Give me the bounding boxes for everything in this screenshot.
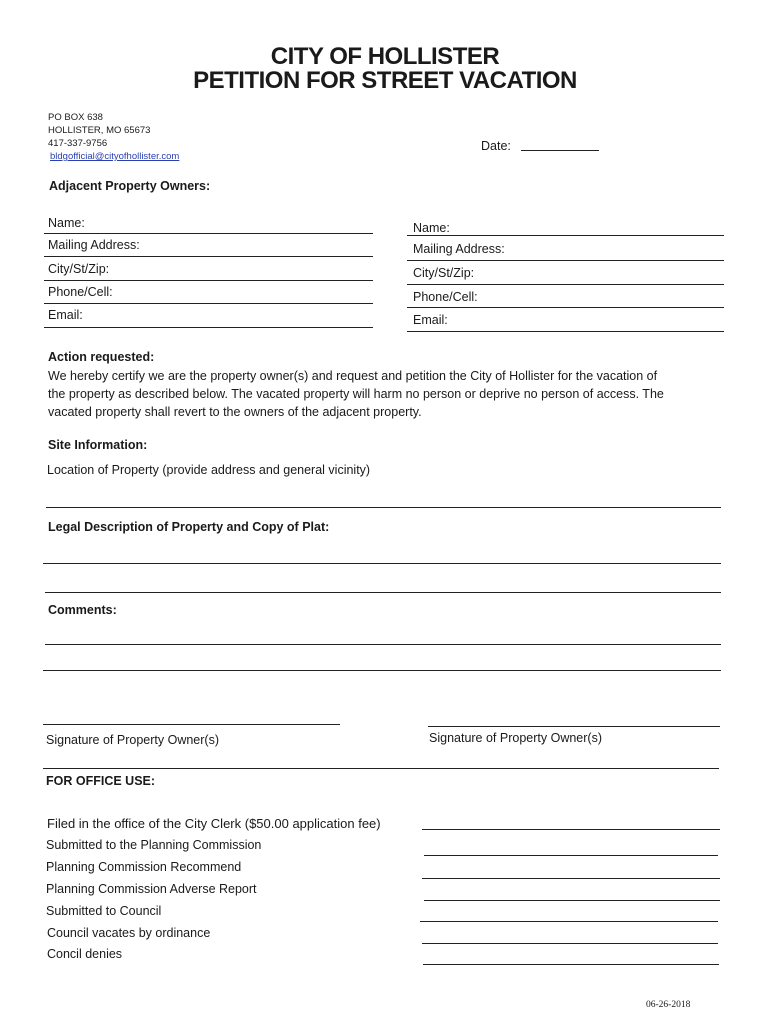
right-name-field[interactable] <box>407 235 724 236</box>
footer-date: 06-26-2018 <box>646 1000 691 1010</box>
office-heading: FOR OFFICE USE: <box>46 774 156 788</box>
legal-field-line1[interactable] <box>43 563 721 564</box>
form-title-line2: PETITION FOR STREET VACATION <box>193 67 577 94</box>
legal-field-line2[interactable] <box>45 592 721 593</box>
office-line-planning-recommend[interactable] <box>422 878 720 879</box>
right-email-field[interactable] <box>407 331 724 332</box>
office-item-council-denies: Concil denies <box>47 947 123 961</box>
left-signature-field[interactable] <box>43 724 340 725</box>
contact-city: HOLLISTER, MO 65673 <box>48 125 151 136</box>
left-mailing-field[interactable] <box>44 256 373 257</box>
left-city-label: City/St/Zip: <box>48 262 110 276</box>
left-signature-label: Signature of Property Owner(s) <box>46 733 219 747</box>
legal-heading: Legal Description of Property and Copy of Plat: <box>48 520 330 534</box>
left-mailing-label: Mailing Address: <box>48 238 140 252</box>
office-item-council-vacates: Council vacates by ordinance <box>47 926 211 940</box>
right-signature-field[interactable] <box>428 726 720 727</box>
right-phone-field[interactable] <box>407 307 724 308</box>
contact-phone: 417-337-9756 <box>48 138 108 149</box>
right-name-label: Name: <box>413 221 450 235</box>
contact-po-box: PO BOX 638 <box>48 112 103 123</box>
office-item-submitted-planning: Submitted to the Planning Commission <box>46 838 262 852</box>
form-title-line1: CITY OF HOLLISTER <box>270 43 500 70</box>
date-field[interactable] <box>521 150 599 151</box>
right-city-label: City/St/Zip: <box>413 266 475 280</box>
left-email-label: Email: <box>48 308 83 322</box>
right-city-field[interactable] <box>407 284 724 285</box>
site-heading: Site Information: <box>48 438 148 452</box>
location-label: Location of Property (provide address and general vicinity) <box>47 463 371 477</box>
action-text-line3: vacated property shall revert to the owners of the adjacent property. <box>48 405 422 419</box>
left-phone-label: Phone/Cell: <box>48 285 113 299</box>
comments-field-line1[interactable] <box>45 644 721 645</box>
office-item-filed: Filed in the office of the City Clerk ($50.00 application fee) <box>47 816 381 831</box>
office-line-filed[interactable] <box>422 829 720 830</box>
left-name-field[interactable] <box>44 233 373 234</box>
office-divider <box>43 768 719 769</box>
left-email-field[interactable] <box>44 327 373 328</box>
office-line-council-denies[interactable] <box>423 964 719 965</box>
location-field[interactable] <box>46 507 721 508</box>
comments-heading: Comments: <box>48 603 117 617</box>
office-item-planning-adverse: Planning Commission Adverse Report <box>46 882 257 896</box>
action-heading: Action requested: <box>48 350 155 364</box>
left-name-label: Name: <box>48 216 85 230</box>
office-line-submitted-council[interactable] <box>420 921 718 922</box>
office-line-submitted-planning[interactable] <box>424 855 718 856</box>
comments-field-line2[interactable] <box>43 670 721 671</box>
right-mailing-label: Mailing Address: <box>413 242 505 256</box>
action-text-line1: We hereby certify we are the property owner(s) and request and petition the City of Hollister for the vacation of <box>48 369 658 383</box>
office-line-planning-adverse[interactable] <box>424 900 720 901</box>
right-mailing-field[interactable] <box>407 260 724 261</box>
left-phone-field[interactable] <box>44 303 373 304</box>
date-label: Date: <box>481 139 511 153</box>
right-signature-label: Signature of Property Owner(s) <box>429 731 602 745</box>
contact-email-link[interactable]: bldgofficial@cityofhollister.com <box>50 151 180 162</box>
left-city-field[interactable] <box>44 280 373 281</box>
office-line-council-vacates[interactable] <box>422 943 718 944</box>
right-phone-label: Phone/Cell: <box>413 290 478 304</box>
owners-heading: Adjacent Property Owners: <box>49 179 211 193</box>
office-item-planning-recommend: Planning Commission Recommend <box>46 860 242 874</box>
office-item-submitted-council: Submitted to Council <box>46 904 162 918</box>
right-email-label: Email: <box>413 313 448 327</box>
action-text-line2: the property as described below. The vacated property will harm no person or deprive no person of access. The <box>48 387 664 401</box>
